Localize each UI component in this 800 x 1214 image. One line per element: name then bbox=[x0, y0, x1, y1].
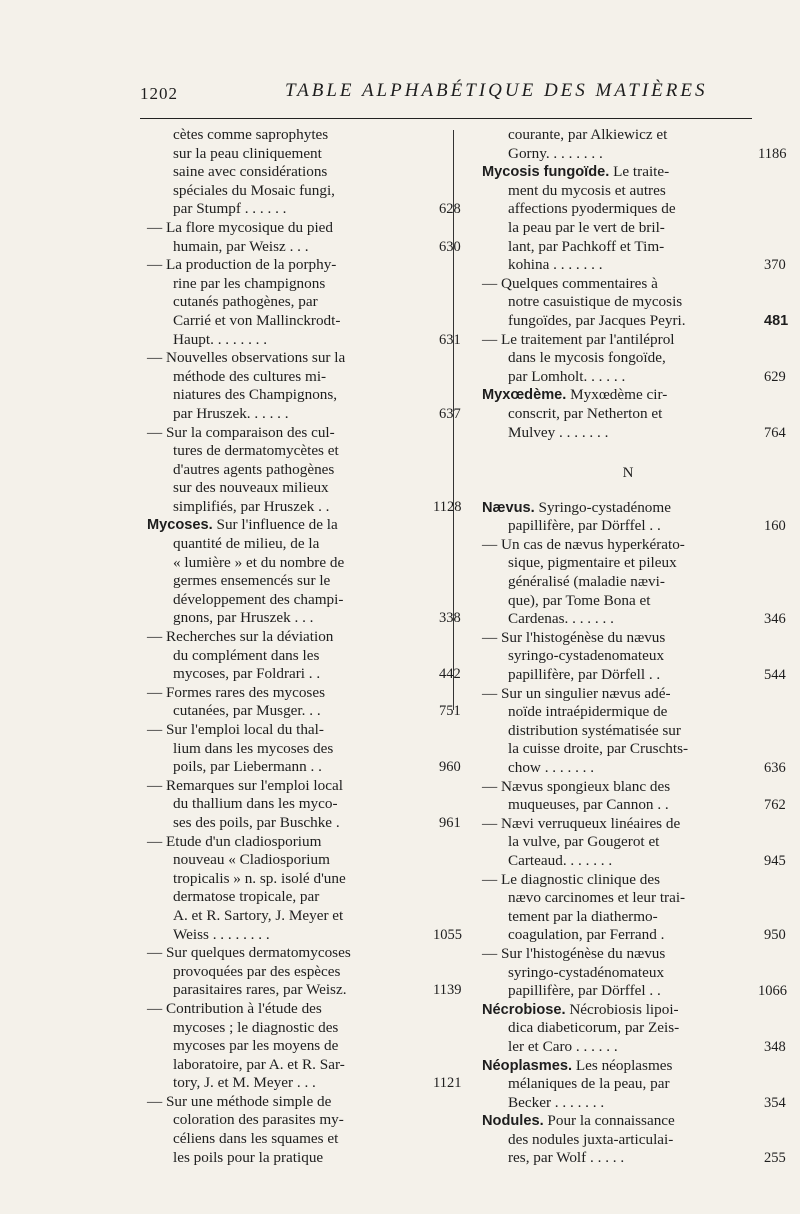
entry-line: Gorny. . . . . . . . bbox=[508, 144, 603, 162]
entry-line: généralisé (maladie nævi- bbox=[508, 573, 665, 591]
page-ref: 1139 bbox=[433, 982, 462, 999]
entry-line: — La flore mycosique du pied bbox=[147, 218, 333, 236]
page-number: 1202 bbox=[140, 84, 178, 103]
entry-heading: Mycosis fungoïde. bbox=[482, 164, 610, 181]
page-header bbox=[140, 80, 760, 110]
entry-line: papillifère, par Dörffel . . bbox=[508, 517, 661, 535]
entry-heading: Nécrobiose. bbox=[482, 1001, 566, 1018]
index-entry bbox=[147, 516, 461, 628]
entry-line: cutanées, par Musger. . . bbox=[173, 702, 321, 720]
entry-line: — La production de la porphy- bbox=[147, 256, 337, 274]
entry-line: mycoses, par Foldrari . . bbox=[173, 665, 321, 683]
entry-line: simplifiés, par Hruszek . . bbox=[173, 497, 330, 515]
entry-line: humain, par Weisz . . . bbox=[173, 237, 309, 255]
entry-line: — Sur l'emploi local du thal- bbox=[147, 721, 324, 738]
entry-line: — Nævi verruqueux linéaires de bbox=[482, 814, 681, 832]
entry-line: — Contribution à l'étude des bbox=[147, 999, 322, 1017]
entry-line: méthode des cultures mi- bbox=[173, 367, 327, 385]
entry-line: — Nævus spongieux blanc des bbox=[482, 777, 671, 795]
index-entry bbox=[147, 126, 461, 219]
page-ref: 1186 bbox=[758, 145, 787, 162]
page-ref: 628 bbox=[439, 201, 461, 218]
index-entry bbox=[482, 777, 786, 815]
page-ref: 1055 bbox=[433, 926, 462, 943]
page-ref: 481 bbox=[764, 312, 789, 329]
entry-line: provoquées par des espèces bbox=[173, 962, 341, 980]
entry-heading: Nodules. bbox=[482, 1113, 544, 1130]
entry-line: sur la peau cliniquement bbox=[173, 144, 322, 162]
entry-line: coloration des parasites my- bbox=[173, 1111, 344, 1129]
index-entry bbox=[482, 814, 786, 871]
entry-line: lium dans les mycoses des bbox=[173, 739, 334, 757]
entry-heading: Mycoses. bbox=[147, 517, 213, 534]
entry-line: dica diabeticorum, par Zeis- bbox=[508, 1019, 680, 1037]
entry-heading: Nævus. bbox=[482, 499, 535, 516]
entry-line: — Le diagnostic clinique des bbox=[482, 870, 660, 888]
entry-line: chow . . . . . . . bbox=[508, 759, 595, 776]
entry-line: nævo carcinomes et leur trai- bbox=[508, 889, 686, 907]
entry-line: tropicalis » n. sp. isolé d'une bbox=[173, 869, 346, 887]
page-ref: 255 bbox=[764, 1150, 786, 1167]
page-ref: 762 bbox=[764, 797, 786, 814]
entry-line: des nodules juxta-articulai- bbox=[508, 1130, 674, 1148]
page-ref: 636 bbox=[764, 760, 786, 776]
entry-line: Carteaud. . . . . . . bbox=[508, 851, 613, 869]
entry-line: Syringo-cystadénome bbox=[538, 498, 671, 516]
page-ref: 631 bbox=[439, 331, 461, 348]
entry-line: kohina . . . . . . . bbox=[508, 256, 603, 274]
index-entry bbox=[482, 870, 786, 945]
index-entry bbox=[147, 349, 461, 423]
page-ref: 1128 bbox=[433, 498, 462, 515]
entry-line: notre casuistique de mycosis bbox=[508, 293, 683, 311]
index-entry bbox=[147, 218, 461, 256]
entry-line: du complément dans les bbox=[173, 646, 320, 664]
index-entry bbox=[482, 628, 786, 685]
entry-line: que), par Tome Bona et bbox=[508, 591, 651, 609]
entry-line: niatures des Champignons, bbox=[173, 386, 338, 404]
entry-heading: Myxœdème. bbox=[482, 387, 567, 404]
index-entry bbox=[482, 1112, 786, 1168]
entry-line: lant, par Pachkoff et Tim- bbox=[508, 237, 665, 255]
entry-line: développement des champi- bbox=[173, 590, 344, 608]
section-letter: N bbox=[622, 465, 634, 482]
entry-line: d'autres agents pathogènes bbox=[173, 460, 335, 478]
entry-line: affections pyodermiques de bbox=[508, 200, 676, 218]
index-entry bbox=[482, 1056, 786, 1113]
index-entry bbox=[147, 832, 462, 945]
entry-line: mélaniques de la peau, par bbox=[508, 1075, 670, 1093]
entry-heading: Néoplasmes. bbox=[482, 1057, 573, 1074]
entry-line: Carrié et von Mallinckrodt- bbox=[173, 311, 341, 329]
entry-line: — Nouvelles observations sur la bbox=[147, 349, 346, 367]
index-entry bbox=[482, 498, 786, 536]
entry-line: Sur l'influence de la bbox=[216, 516, 338, 534]
entry-line: — Sur quelques dermatomycoses bbox=[147, 944, 351, 962]
index-entry bbox=[147, 944, 462, 1000]
entry-line: les poils pour la pratique bbox=[173, 1148, 324, 1166]
entry-line: la cuisse droite, par Cruschts- bbox=[508, 740, 689, 758]
entry-line: — Un cas de nævus hyperkérato- bbox=[482, 535, 685, 553]
entry-line: — Sur un singulier nævus adé- bbox=[482, 684, 671, 702]
entry-line: poils, par Liebermann . . bbox=[173, 758, 322, 776]
right-column bbox=[482, 126, 789, 1168]
entry-line: tures de dermatomycètes et bbox=[173, 442, 339, 460]
entry-line: du thallium dans les myco- bbox=[173, 795, 338, 813]
entry-line: — Recherches sur la déviation bbox=[147, 628, 334, 646]
index-entry bbox=[147, 1093, 429, 1167]
entry-line: — Quelques commentaires à bbox=[482, 274, 658, 292]
entry-line: Nécrobiosis lipoi- bbox=[569, 1000, 679, 1018]
entry-line: ler et Caro . . . . . . bbox=[508, 1037, 618, 1055]
page-ref: 442 bbox=[439, 666, 461, 683]
entry-line: papillifère, par Dörffel . . bbox=[508, 982, 661, 1000]
entry-line: courante, par Alkiewicz et bbox=[508, 126, 668, 143]
entry-line: mycoses ; le diagnostic des bbox=[173, 1018, 339, 1036]
entry-line: par Stumpf . . . . . . bbox=[173, 200, 287, 218]
entry-line: syringo-cystadénomateux bbox=[508, 963, 665, 981]
entry-line: Le traite- bbox=[613, 163, 670, 181]
entry-line: Becker . . . . . . . bbox=[508, 1093, 605, 1111]
entry-line: germes ensemencés sur le bbox=[173, 572, 331, 590]
entry-line: papillifère, par Dörfell . . bbox=[508, 666, 661, 684]
index-entry bbox=[147, 628, 461, 684]
entry-line: — Sur l'histogénèse du nævus bbox=[482, 628, 666, 646]
entry-line: cètes comme saprophytes bbox=[173, 126, 329, 143]
entry-line: res, par Wolf . . . . . bbox=[508, 1149, 625, 1167]
entry-line: la peau par le vert de bril- bbox=[508, 218, 665, 236]
index-entry bbox=[482, 330, 786, 387]
entry-line: — Sur la comparaison des cul- bbox=[147, 423, 335, 441]
page-ref: 961 bbox=[439, 814, 461, 831]
entry-line: parasitaires rares, par Weisz. bbox=[173, 981, 347, 999]
entry-line: dans le mycosis fongoïde, bbox=[508, 349, 666, 367]
index-entry bbox=[482, 684, 786, 778]
page-ref: 629 bbox=[764, 368, 786, 385]
page-ref: 637 bbox=[439, 405, 461, 422]
page-ref: 346 bbox=[764, 611, 786, 628]
entry-line: — Sur l'histogénèse du nævus bbox=[482, 944, 666, 962]
index-entry bbox=[147, 683, 461, 721]
page-ref: 945 bbox=[764, 852, 786, 869]
index-entry bbox=[147, 256, 461, 349]
index-entry bbox=[147, 776, 461, 833]
entry-line: Haupt. . . . . . . . bbox=[173, 330, 268, 348]
index-entry bbox=[482, 535, 786, 629]
entry-line: par Lomholt. . . . . . bbox=[508, 367, 626, 385]
entry-line: rine par les champignons bbox=[173, 274, 326, 292]
entry-line: tory, J. et M. Meyer . . . bbox=[173, 1074, 316, 1092]
index-entry bbox=[482, 126, 787, 163]
header-rule bbox=[140, 118, 752, 119]
entry-line: — Formes rares des mycoses bbox=[147, 683, 325, 701]
entry-line: conscrit, par Netherton et bbox=[508, 404, 663, 422]
index-entry bbox=[147, 423, 462, 517]
entry-line: — Sur une méthode simple de bbox=[147, 1092, 332, 1110]
index-entry bbox=[482, 944, 787, 1001]
entry-line: — Remarques sur l'emploi local bbox=[147, 776, 343, 794]
entry-line: nouveau « Cladiosporium bbox=[173, 851, 330, 869]
index-entry bbox=[147, 999, 462, 1093]
entry-line: sique, pigmentaire et pileux bbox=[508, 554, 677, 572]
page-ref: 751 bbox=[439, 703, 461, 720]
entry-line: cutanés pathogènes, par bbox=[173, 293, 318, 311]
entry-line: A. et R. Sartory, J. Meyer et bbox=[173, 906, 344, 924]
index-entry bbox=[147, 721, 461, 777]
entry-line: spéciales du Mosaic fungi, bbox=[173, 181, 335, 199]
page-ref: 354 bbox=[764, 1094, 786, 1111]
entry-line: dermatose tropicale, par bbox=[173, 888, 320, 906]
entry-line: Weiss . . . . . . . . bbox=[173, 925, 270, 943]
entry-line: noïde intraépidermique de bbox=[508, 703, 668, 721]
page-ref: 950 bbox=[764, 927, 786, 944]
entry-line: céliens dans les squames et bbox=[173, 1130, 339, 1148]
page-ref: 1066 bbox=[758, 983, 787, 1000]
entry-line: Myxœdème cir- bbox=[570, 386, 668, 404]
page-ref: 1121 bbox=[433, 1075, 462, 1092]
entry-line: « lumière » et du nombre de bbox=[173, 553, 345, 571]
page-ref: 764 bbox=[764, 424, 786, 441]
index-entry bbox=[482, 1000, 786, 1057]
entry-line: sur des nouveaux milieux bbox=[173, 479, 329, 497]
entry-line: laboratoire, par A. et R. Sar- bbox=[173, 1055, 345, 1073]
index-entry bbox=[482, 163, 786, 275]
entry-line: — Etude d'un cladiosporium bbox=[147, 832, 322, 850]
entry-line: la vulve, par Gougerot et bbox=[508, 833, 660, 851]
entry-line: quantité de milieu, de la bbox=[173, 535, 320, 553]
entry-line: tement par la diathermo- bbox=[508, 907, 658, 925]
index-entry bbox=[482, 274, 789, 331]
entry-line: distribution systématisée sur bbox=[508, 721, 681, 739]
entry-line: coagulation, par Ferrand . bbox=[508, 926, 665, 944]
running-title: TABLE ALPHABÉTIQUE DES MATIÈRES bbox=[285, 80, 708, 101]
entry-line: Pour la connaissance bbox=[547, 1112, 675, 1130]
entry-line: syringo-cystadenomateux bbox=[508, 647, 665, 665]
entry-line: gnons, par Hruszek . . . bbox=[173, 609, 314, 627]
page-ref: 348 bbox=[764, 1038, 786, 1055]
entry-line: ses des poils, par Buschke . bbox=[173, 813, 340, 831]
entry-line: fungoïdes, par Jacques Peyri. bbox=[508, 311, 686, 329]
page-ref: 370 bbox=[764, 257, 786, 274]
entry-line: par Hruszek. . . . . . bbox=[173, 404, 289, 422]
page-ref: 160 bbox=[764, 518, 786, 535]
entry-line: mycoses par les moyens de bbox=[173, 1037, 339, 1055]
entry-line: Cardenas. . . . . . . bbox=[508, 610, 614, 628]
page-ref: 630 bbox=[439, 238, 461, 255]
index-entry bbox=[482, 386, 786, 442]
page-ref: 960 bbox=[439, 759, 461, 776]
entry-line: ment du mycosis et autres bbox=[508, 181, 666, 199]
entry-line: — Le traitement par l'antiléprol bbox=[482, 330, 675, 348]
left-column bbox=[147, 126, 462, 1167]
page-ref: 338 bbox=[439, 610, 461, 627]
entry-line: Les néoplasmes bbox=[575, 1056, 673, 1074]
entry-line: Mulvey . . . . . . . bbox=[508, 423, 609, 441]
page-ref: 544 bbox=[764, 667, 786, 684]
entry-line: saine avec considérations bbox=[173, 163, 328, 181]
entry-line: muqueuses, par Cannon . . bbox=[508, 796, 669, 814]
